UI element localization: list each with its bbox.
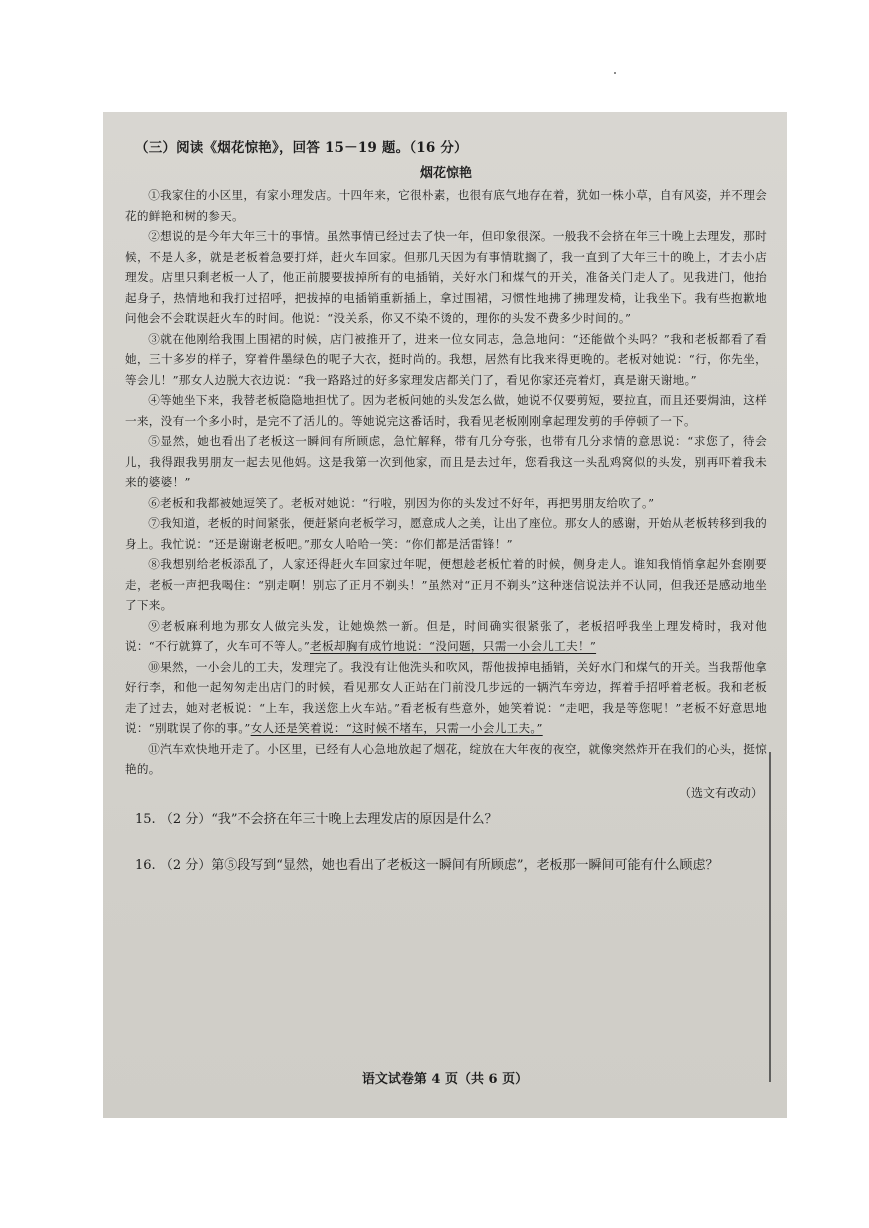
paragraph-3: ③就在他刚给我围上围裙的时候，店门被推开了，进来一位女同志，急急地问：“还能做个头吗？”我和老板都看了看她，三十多岁的样子，穿着件墨绿色的呢子大衣，挺时尚的。我想，居然有比我来得更晚的。老板对她说：“行，你先坐，等会儿！”那女人边脱大衣边说：“我一路路过的好多家理发店都关门了，看见你家还亮着灯，真是谢天谢地。”	[125, 331, 767, 387]
paragraph-8: ⑧我想别给老板添乱了，人家还得赶火车回家过年呢，便想趁老板忙着的时候，侧身走人。谁知我悄悄拿起外套刚要走，老板一声把我喝住：“别走啊！别忘了正月不剃头！”虽然对“正月不剃头”这种迷信说法并不认同，但我还是感动地坐了下来。	[125, 557, 767, 612]
exam-page	[103, 112, 787, 1118]
paragraph-2: ②想说的是今年大年三十的事情。虽然事情已经过去了快一年，但印象很深。一般我不会挤在年三十晚上去理发，那时候，不是人多，就是老板着急要打烊，赶火车回家。但那几天因为有事情耽搁了，我一直到了大年三十的晚上，才去小店理发。店里只剩老板一人了，他正前腰要拔掉所有的电插销，关好水门和煤气的开关，准备关门走人了。见我进门，他抬起身子，热情地和我打过招呼，把拔掉的电插销重新插上，拿过围裙，习惯性地拂了拂理发椅，让我坐下。我有些抱歉地问他会不会耽误赶火车的时间。他说：“没关系，你又不染不烫的，理你的头发不费多少时间的。”	[125, 229, 767, 325]
paragraph-6: ⑥老板和我都被她逗笑了。老板对她说：“行啦，别因为你的头发过不好年，再把男朋友给吹了。”	[148, 495, 655, 510]
underlined-sentence: 女人还是笑着说：“这时候不堵车，只需一小会儿工夫。”	[250, 721, 543, 735]
answer-area-border	[769, 752, 771, 1082]
paragraph-10: ⑩果然，一小会儿的工夫，发理完了。我没有让他洗头和吹风，帮他拔掉电插销，关好水门和煤气的开关。当我帮他拿好行李，和他一起匆匆走出店门的时候，看见那女人正站在门前没几步远的一辆汽车旁边，挥着手招呼着老板。我和老板走了过去，她对老板说：“上车，我送您上火车站。”看老板有些意外，她笑着说：“走吧，我是等您呢！”老板不好意思地说：“别耽误了你的事。”女人还是笑着说：“这时候不堵车，只需一小会儿工夫。”	[125, 659, 767, 735]
paragraph-1: ①我家住的小区里，有家小理发店。十四年来，它很朴素，也很有底气地存在着，犹如一株小草，自有风姿，并不理会花的鲜艳和树的参天。	[125, 188, 767, 223]
paragraph-11: ⑪汽车欢快地开走了。小区里，已经有人心急地放起了烟花，绽放在大年夜的夜空，就像突然炸开在我们的心头，挺惊艳的。	[125, 741, 767, 776]
section-heading: （三）阅读《烟花惊艳》，回答 15－19 题。（16 分）	[135, 140, 468, 156]
source-note: （选文有改动）	[678, 785, 763, 800]
question-16	[135, 855, 767, 877]
paragraph-4: ④等她坐下来，我替老板隐隐地担忧了。因为老板问她的头发怎么做，她说不仅要剪短，要拉直，而且还要焗油，这样一来，没有一个多小时，是完不了活儿的。等她说完这番话时，我看见老板刚刚拿起理发剪的手停顿了一下。	[125, 393, 767, 428]
question-text: （2 分）第⑤段写到“显然，她也看出了老板这一瞬间有所顾虑”，老板那一瞬间可能有什么顾虑？	[159, 857, 719, 873]
question-number: 15.	[135, 811, 156, 827]
underlined-sentence: 老板却胸有成竹地说：“没问题，只需一小会儿工夫！”	[310, 639, 597, 653]
page-footer: 语文试卷第 4 页（共 6 页）	[361, 1072, 529, 1087]
paragraph-9: ⑨老板麻利地为那女人做完头发，让她焕然一新。但是，时间确实很紧张了，老板招呼我坐上理发椅时，我对他说：“不行就算了，火车可不等人。”老板却胸有成竹地说：“没问题，只需一小会儿工夫！”	[125, 618, 767, 653]
question-15	[135, 809, 767, 831]
paragraph-7: ⑦我知道，老板的时间紧张，便赶紧向老板学习，愿意成人之美，让出了座位。那女人的感谢，开始从老板转移到我的身上。我忙说：“还是谢谢老板吧。”那女人哈哈一笑：“你们都是活雷锋！”	[125, 516, 767, 551]
specks	[614, 72, 616, 74]
question-text: （2 分）“我”不会挤在年三十晚上去理发店的原因是什么？	[159, 811, 498, 827]
reading-section	[125, 136, 767, 877]
article-title: 烟花惊艳	[419, 166, 472, 181]
question-number: 16.	[135, 857, 156, 873]
paragraph-5: ⑤显然，她也看出了老板这一瞬间有所顾虑，急忙解释，带有几分夸张，也带有几分求情的意思说：“求您了，待会儿，我得跟我男朋友一起去见他妈。这是我第一次到他家，而且是去过年，您看我这一头乱鸡窝似的头发，别再吓着我未来的婆婆！”	[125, 434, 767, 489]
